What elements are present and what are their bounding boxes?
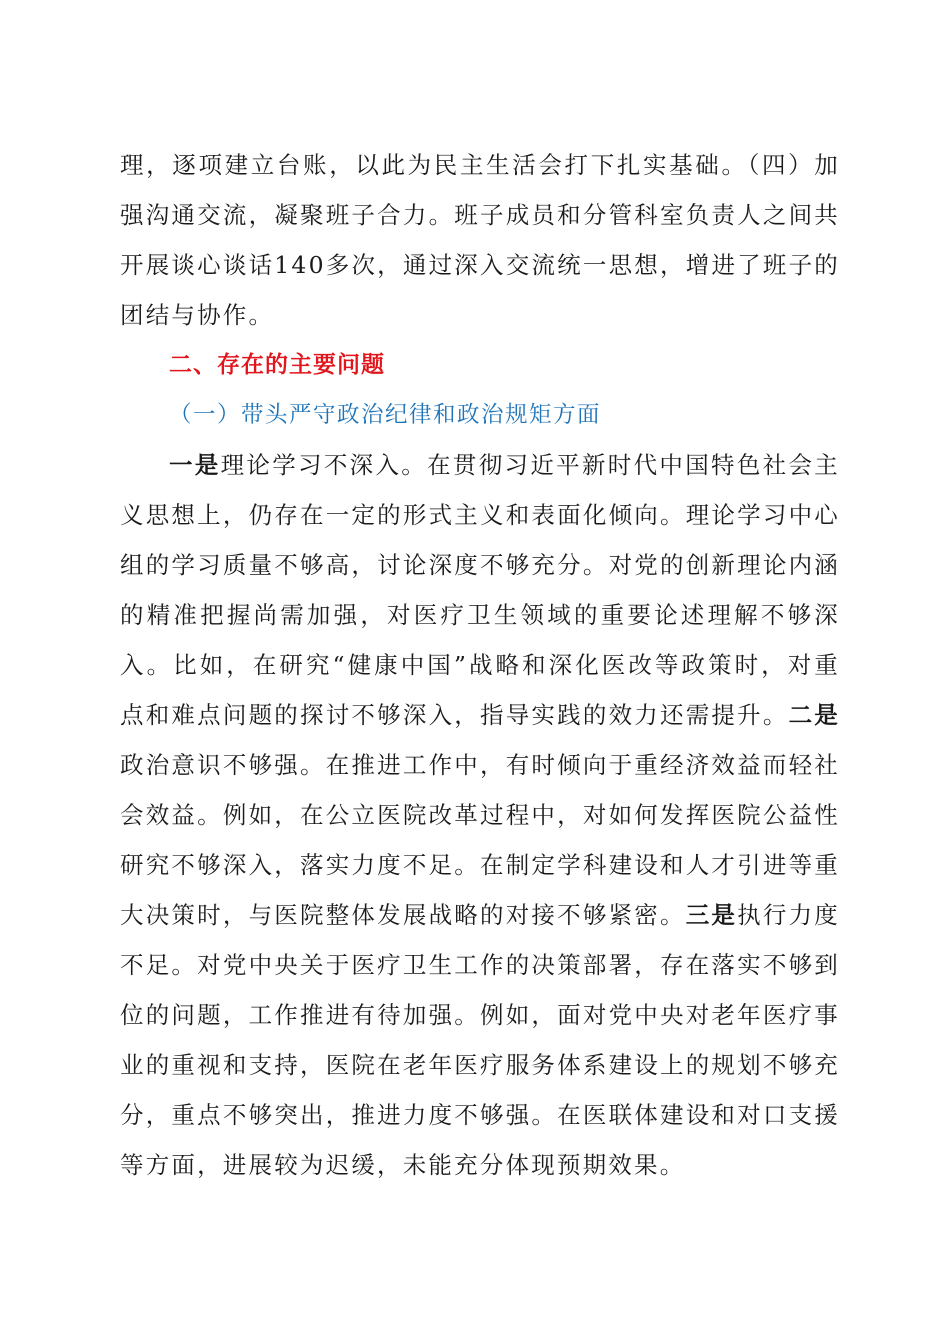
document-body bbox=[120, 140, 840, 1190]
paragraph-summary: 理，逐项建立台账，以此为民主生活会打下扎实基础。（四）加强沟通交流，凝聚班子合力。班子成员和分管科室负责人之间共开展谈心谈话140多次，通过深入交流统一思想，增进了班子的团结与协作。 bbox=[120, 151, 840, 329]
section-heading: 二、存在的主要问题 bbox=[169, 352, 385, 378]
problem-two-text: 政治意识不够强。在推进工作中，有时倾向于重经济效益而轻社会效益。例如，在公立医院改革过程中，对如何发挥医院公益性研究不够深入，落实力度不足。在制定学科建设和人才引进等重大决策时，与医院整体发展战略的对接不够紧密。 bbox=[120, 751, 840, 929]
problem-one-text: 理论学习不深入。在贯彻习近平新时代中国特色社会主义思想上，仍存在一定的形式主义和表面化倾向。理论学习中心组的学习质量不够高，讨论深度不够充分。对党的创新理论内涵的精准把握尚需加强，对医疗卫生领域的重要论述理解不够深入。比如，在研究“健康中国”战略和深化医改等政策时，对重点和难点问题的探讨不够深入，指导实践的效力还需提升。 bbox=[120, 451, 840, 729]
subsection-heading: （一）带头严守政治纪律和政治规矩方面 bbox=[169, 402, 602, 428]
lead-two: 二是 bbox=[788, 701, 840, 729]
paragraph-problems bbox=[120, 440, 840, 1190]
problem-three-text: 执行力度不足。对党中央关于医疗卫生工作的决策部署，存在落实不够到位的问题，工作推进有待加强。例如，面对党中央对老年医疗事业的重视和支持，医院在老年医疗服务体系建设上的规划不够充分，重点不够突出，推进力度不够强。在医联体建设和对口支援等方面，进展较为迟缓，未能充分体现预期效果。 bbox=[120, 901, 840, 1179]
lead-one: 一是 bbox=[169, 451, 221, 479]
lead-three: 三是 bbox=[685, 901, 738, 929]
